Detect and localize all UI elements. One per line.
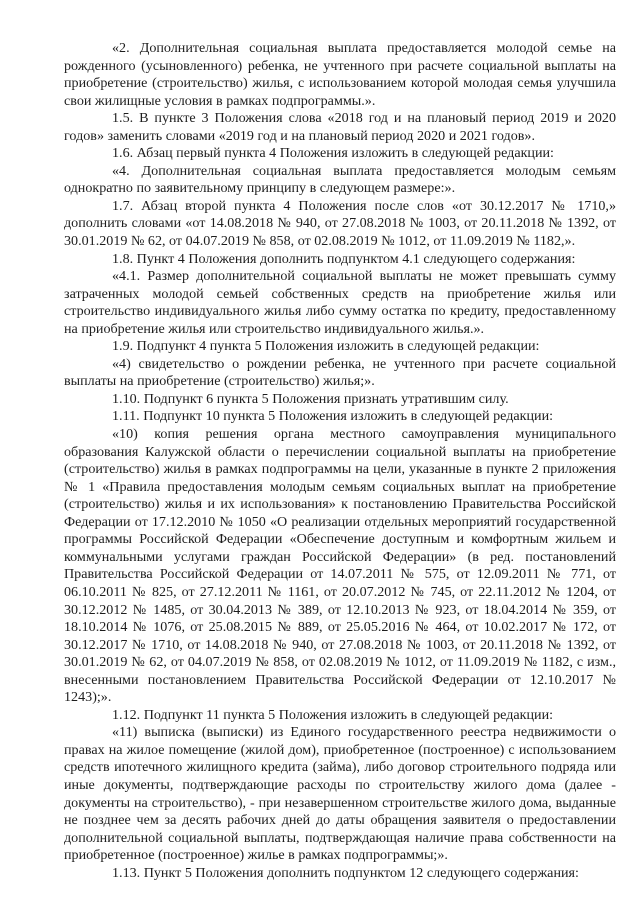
paragraph-1-8: 1.8. Пункт 4 Положения дополнить подпунктом 4.1 следующего содержания:: [112, 250, 576, 267]
paragraph-1-11: 1.11. Подпункт 10 пункта 5 Положения изложить в следующей редакции:: [112, 408, 554, 425]
paragraph-1-13: 1.13. Пункт 5 Положения дополнить подпунктом 12 следующего содержания:: [112, 864, 579, 881]
paragraph-1-7: 1.7. Абзац второй пункта 4 Положения после слов «от 30.12.2017 № 1710,» дополнить словами «от 14.08.2018 № 940, от 27.08.2018 № 1003, от 20.11.2018 № 1392, от 30.01.2019 № 62, от 04.07.2019 № 858, от 02.08.2019 № 1012, от 11.09.2019 № 1182,».: [64, 197, 616, 250]
paragraph-subitem-4-text: «4) свидетельство о рождении ребенка, не учтенного при расчете социальной выплаты на приобретение (строительство) жилья;».: [64, 355, 616, 390]
paragraph-1-5: 1.5. В пункте 3 Положения слова «2018 год и на плановый период 2019 и 2020 годов» заменить словами «2019 год и на плановый период 2020 и 2021 годов».: [64, 110, 616, 144]
paragraph-1-9: 1.9. Подпункт 4 пункта 5 Положения изложить в следующей редакции:: [112, 338, 540, 355]
paragraph-1-12: 1.12. Подпункт 11 пункта 5 Положения изложить в следующей редакции:: [112, 706, 554, 723]
paragraph-subitem-10-text: «10) копия решения органа местного самоуправления муниципального образования Калужской области о перечислении социальной выплаты на приобретение (строительство) жилья в рамках подпрограммы на цели, указанные в пункте 2 приложения № 1 «Правила предоставления молодым семьям социальных выплат на приобретение (строительство) жилья и их использования» к постановлению Правительства Российской Федерации от 17.12.2010 № 1050 «О реализации отдельных мероприятий государственной программы Российской Федерации «Обеспечение доступным и комфортным жильем и коммунальными услугами граждан Российской Федерации» (в ред. постановлений Правительства Российской Федерации от 14.07.2011 № 575, от 12.09.2011 № 771, от 06.10.2011 № 825, от 27.12.2011 № 1161, от 20.07.2012 № 745, от 22.11.2012 № 1204, от 30.12.2012 № 1485, от 30.04.2013 № 389, от 12.10.2013 № 923, от 18.04.2014 № 359, от 18.10.2014 № 1076, от 25.08.2015 № 889, от 25.05.2016 № 464, от 10.02.2017 № 172, от 30.12.2017 № 1710, от 14.08.2018 № 940, от 27.08.2018 № 1003, от 20.11.2018 № 1392, от 30.01.2019 № 62, от 04.07.2019 № 858, от 02.08.2019 № 1012, от 11.09.2019 № 1182, с изм., внесенными постановлением Правительства Российской Федерации от 12.10.2017 № 1243);».: [64, 426, 616, 706]
paragraph-subitem-11-text: «11) выписка (выписки) из Единого государственного реестра недвижимости о правах на жилое помещение (жилой дом), приобретенное (построенное) с использованием средств ипотечного жилищного кредита (займа), либо договор строительного подряда или иные документы, подтверждающие расходы по строительству жилого дома (далее - документы на строительство), - при незавершенном строительстве жилого дома, выданные не позднее чем за десять рабочих дней до даты обращения заявителя о предоставлении дополнительной социальной выплаты, подтверждающая наличие права собственности на приобретенное (построенное) жилье в рамках подпрограммы;».: [64, 724, 616, 864]
document-page: [64, 40, 616, 882]
paragraph-item-4-text: «4. Дополнительная социальная выплата предоставляется молодым семьям однократно по заявительному принципу в следующем размере:».: [64, 162, 616, 197]
paragraph-item-4-1-text: «4.1. Размер дополнительной социальной выплаты не может превышать сумму затраченных молодой семьей собственных средств на приобретение жилья или строительство индивидуального жилья либо сумму остатка по кредиту, предоставленному на приобретение жилья или строительство индивидуального жилья.».: [64, 268, 616, 337]
paragraph-1-6: 1.6. Абзац первый пункта 4 Положения изложить в следующей редакции:: [112, 145, 554, 162]
paragraph-additional-payment-child: «2. Дополнительная социальная выплата предоставляется молодой семье на рожденного (усыновленного) ребенка, не учтенного при расчете социальной выплаты на приобретение (строительство) жилья, с использованием которой молодая семья улучшила свои жилищные условия в рамках подпрограммы.».: [64, 40, 616, 109]
paragraph-1-10: 1.10. Подпункт 6 пункта 5 Положения признать утратившим силу.: [112, 390, 509, 407]
